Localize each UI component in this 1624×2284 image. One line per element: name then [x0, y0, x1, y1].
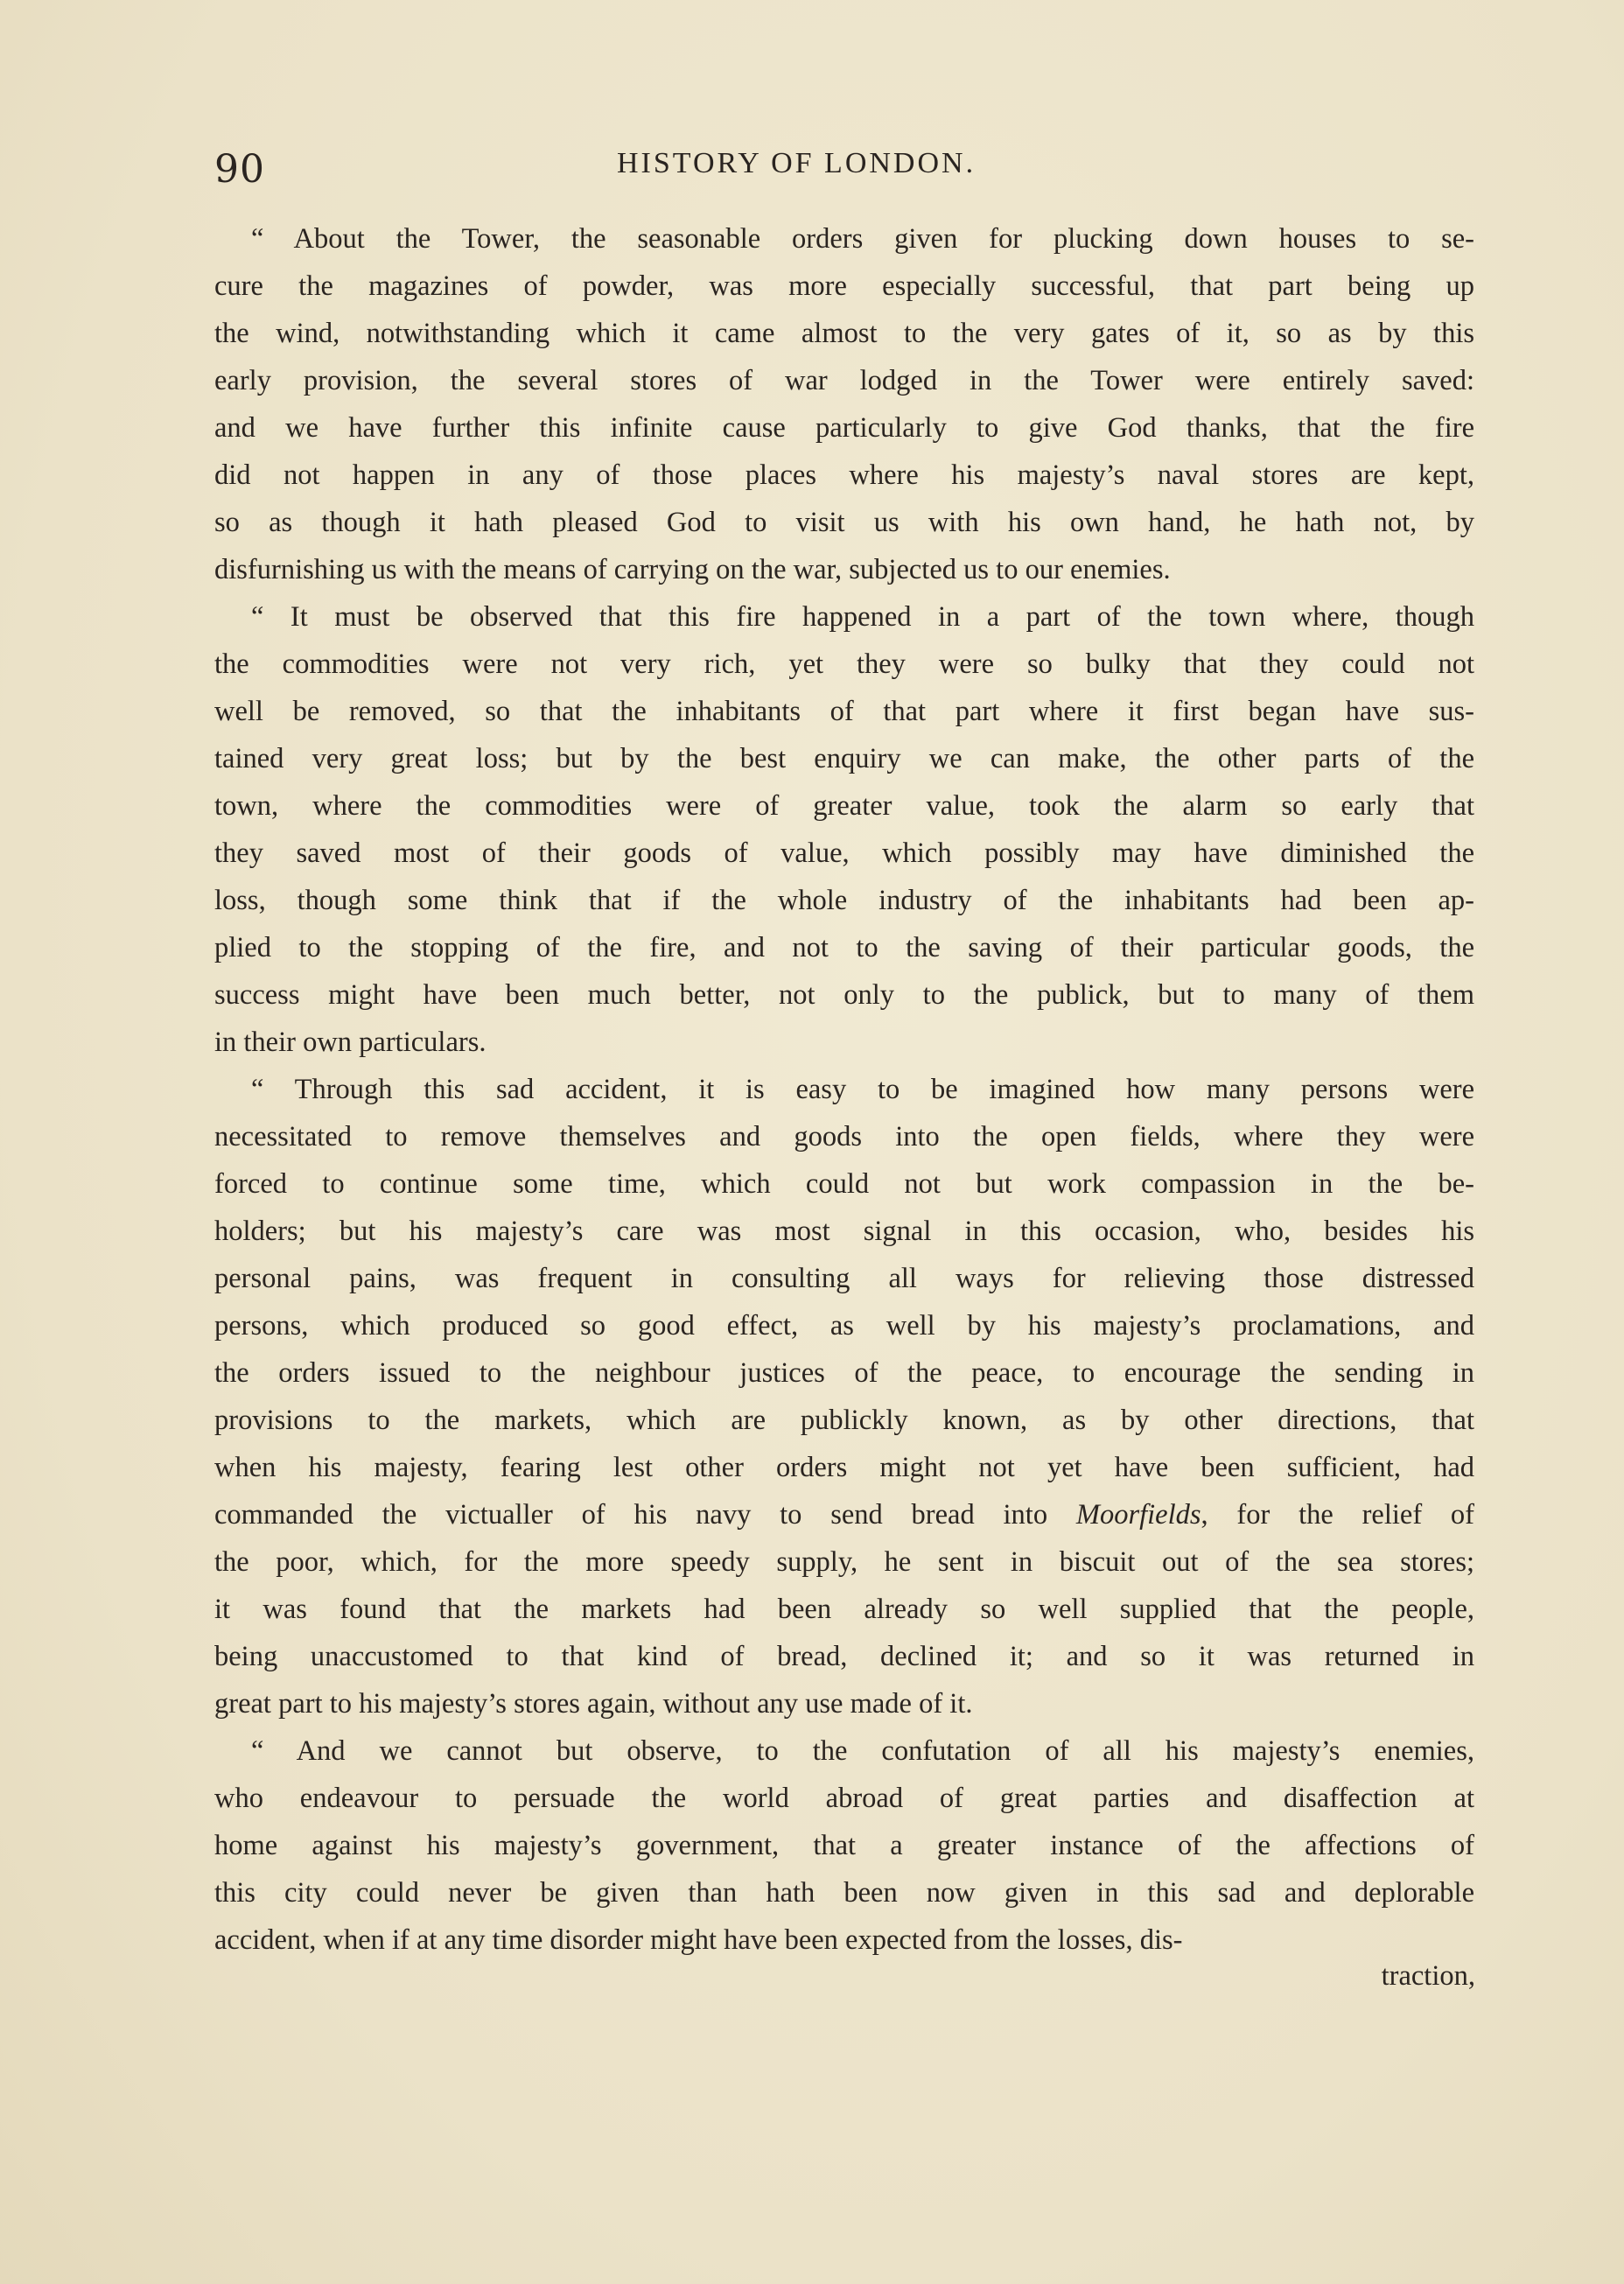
running-title: HISTORY OF LONDON. [617, 147, 976, 179]
text-line: the wind, notwithstanding which it came almost to the very gates of it, so as by this [214, 318, 1474, 349]
text-line: home against his majesty’s government, that a greater instance of the affections of [214, 1830, 1474, 1861]
text-line: in their own particulars. [214, 1026, 486, 1058]
text-line: forced to continue some time, which could not but work compassion in the be- [214, 1168, 1474, 1200]
paragraph [214, 215, 1474, 593]
catchword: traction, [1381, 1960, 1475, 1992]
text-line: so as though it hath pleased God to visit us with his own hand, he hath not, by [214, 507, 1474, 538]
page-number: 90 [214, 147, 265, 192]
text-line: this city could never be given than hath been now given in this sad and deplorable [214, 1877, 1474, 1909]
text-line: cure the magazines of powder, was more especially successful, that part being up [214, 270, 1474, 302]
text-line: “ It must be observed that this fire happened in a part of the town where, though [251, 601, 1474, 633]
text-line: town, where the commodities were of greater value, took the alarm so early that [214, 790, 1474, 822]
text-line: commanded the victualler of his navy to send bread into Moorfields, for the relief of [214, 1499, 1474, 1531]
text-line: “ And we cannot but observe, to the confutation of all his majesty’s enemies, [251, 1735, 1474, 1767]
text-line: tained very great loss; but by the best enquiry we can make, the other parts of the [214, 743, 1474, 774]
text-line: loss, though some think that if the whole industry of the inhabitants had been ap- [214, 885, 1474, 916]
text-line: and we have further this infinite cause particularly to give God thanks, that the fire [214, 412, 1474, 444]
text-line: the poor, which, for the more speedy supply, he sent in biscuit out of the sea stores; [214, 1546, 1474, 1578]
text-line: “ Through this sad accident, it is easy to be imagined how many persons were [251, 1074, 1474, 1105]
text-line: disfurnishing us with the means of carrying on the war, subjected us to our enemies. [214, 554, 1171, 585]
text-line: it was found that the markets had been already so well supplied that the people, [214, 1594, 1474, 1625]
text-line: plied to the stopping of the fire, and not to the saving of their particular goods, the [214, 932, 1474, 963]
text-line: the orders issued to the neighbour justices of the peace, to encourage the sending in [214, 1357, 1474, 1389]
text-line: they saved most of their goods of value, which possibly may have diminished the [214, 837, 1474, 869]
text-line: accident, when if at any time disorder might have been expected from the losses, dis- [214, 1924, 1183, 1956]
text-line: when his majesty, fearing lest other orders might not yet have been sufficient, had [214, 1452, 1474, 1483]
text-line: great part to his majesty’s stores again, without any use made of it. [214, 1688, 973, 1720]
text-line: early provision, the several stores of war lodged in the Tower were entirely saved: [214, 365, 1474, 396]
text-line: persons, which produced so good effect, as well by his majesty’s proclamations, and [214, 1310, 1474, 1342]
page-header [214, 147, 1501, 208]
text-line: success might have been much better, not only to the publick, but to many of them [214, 979, 1474, 1011]
text-line: personal pains, was frequent in consulting all ways for relieving those distressed [214, 1263, 1474, 1294]
text-line: did not happen in any of those places where his majesty’s naval stores are kept, [214, 459, 1474, 491]
paragraph [214, 1066, 1474, 1727]
text-line: who endeavour to persuade the world abroad of great parties and disaffection at [214, 1783, 1474, 1814]
text-line: “ About the Tower, the seasonable orders given for plucking down houses to se- [251, 223, 1474, 255]
text-line: the commodities were not very rich, yet they were so bulky that they could not [214, 648, 1474, 680]
text-line: necessitated to remove themselves and goods into the open fields, where they were [214, 1121, 1474, 1153]
paragraph [214, 593, 1474, 1066]
text-line: well be removed, so that the inhabitants of that part where it first began have sus- [214, 696, 1474, 727]
text-line: provisions to the markets, which are publickly known, as by other directions, that [214, 1405, 1474, 1436]
text-line: holders; but his majesty’s care was most signal in this occasion, who, besides his [214, 1216, 1474, 1247]
text-line: being unaccustomed to that kind of bread, declined it; and so it was returned in [214, 1641, 1474, 1672]
page-body [214, 215, 1474, 1964]
paragraph [214, 1727, 1474, 1964]
place-name: Moorfields [1075, 1499, 1201, 1531]
